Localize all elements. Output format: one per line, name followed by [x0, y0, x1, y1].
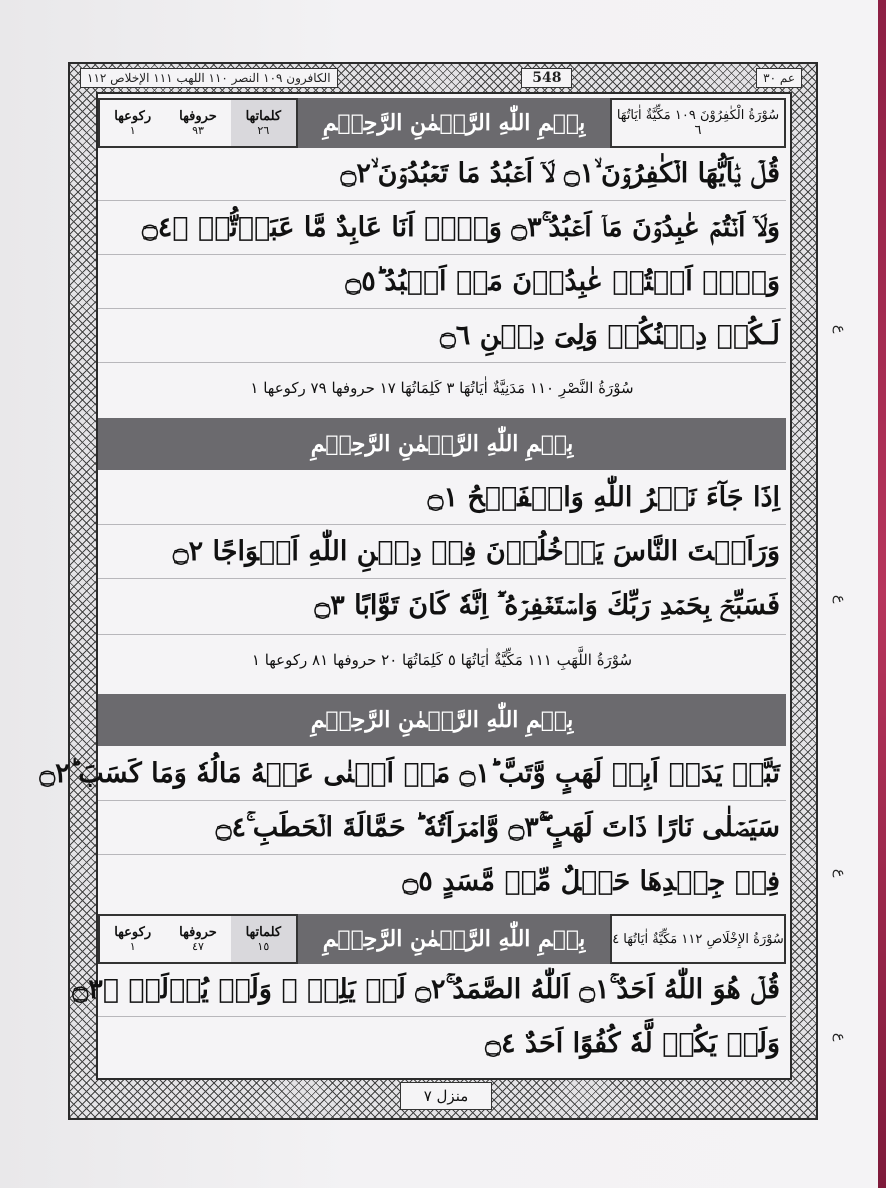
surah-name-box: سُوْرَةُ الْكٰفِرُوْنَ ١٠٩ مَكِّيَّةٌ اٰيَاتُهَا ٦	[610, 98, 786, 148]
verse-line: فِىۡ جِيۡدِهَا حَبۡلٌ مِّنۡ مَّسَدٍ ۝٥	[402, 866, 780, 897]
surah-header-kafirun	[98, 98, 786, 148]
rukus-stat: ركوعها ١	[114, 109, 152, 137]
bismillah-band: بِسۡمِ اللّٰهِ الرَّحۡمٰنِ الرَّحِيۡمِ	[298, 98, 610, 148]
rule-line	[98, 524, 786, 525]
rule-line	[98, 1016, 786, 1017]
page-number: 548	[521, 68, 572, 88]
bismillah-band: بِسۡمِ اللّٰهِ الرَّحۡمٰنِ الرَّحِيۡمِ	[98, 694, 786, 746]
ruku-mark: ع	[832, 1032, 848, 1042]
letters-stat: حروفها ٩٣	[179, 109, 217, 137]
surah-name-box: سُوْرَةُ الإِخْلَاصِ ١١٢ مَكِّيَّةٌ اٰيَاتُهَا ٤	[610, 914, 786, 964]
rule-line	[98, 362, 786, 363]
surah-meta-lahab: سُوْرَةُ اللَّهَبِ ١١١ مَكِّيَّةٌ اٰيَاتُهَا ٥ كَلِمَاتُهَا ٢٠ حروفها ٨١ ركوعها ١	[251, 651, 633, 669]
letters-stat: حروفها ٤٧	[179, 925, 217, 953]
surah-index: الكافرون ١٠٩ النصر ١١٠ اللهب ١١١ الإخلاص ١١٢	[80, 68, 338, 88]
words-stat: كلماتها ٢٦	[231, 100, 296, 146]
surah-meta-nasr: سُوْرَةُ النَّصْرِ ١١٠ مَدَنِيَّةٌ اٰيَاتُهَا ٣ كَلِمَاتُهَا ١٧ حروفها ٧٩ ركوعها ١	[250, 379, 634, 397]
verse-line: اِذَا جَآءَ نَصۡرُ اللّٰهِ وَالۡفَتۡحُ ۝١	[427, 482, 780, 513]
rule-line	[98, 854, 786, 855]
rule-line	[98, 254, 786, 255]
rule-line	[98, 200, 786, 201]
ruku-mark: ع	[832, 324, 848, 334]
rule-line	[98, 800, 786, 801]
verse-line: فَسَبِّحۡ بِحَمۡدِ رَبِّكَ وَاسۡتَغۡفِرۡهُ ؔؕ اِنَّهٗ كَانَ تَوَّابًا ۝٣	[314, 590, 780, 621]
verse-line: وَلَمۡ يَكُنۡ لَّهٗ كُفُوًا اَحَدٌ ۝٤	[485, 1028, 780, 1059]
book-edge	[878, 0, 886, 1188]
rukus-stat: ركوعها ١	[114, 925, 152, 953]
verse-line: وَرَاَيۡتَ النَّاسَ يَدۡخُلُوۡنَ فِىۡ دِيۡنِ اللّٰهِ اَفۡوَاجًا ۝٢	[172, 536, 780, 567]
rule-line	[98, 634, 786, 635]
ruku-mark: ع	[832, 594, 848, 604]
surah-stats	[98, 914, 298, 964]
ruku-mark: ع	[832, 868, 848, 878]
verse-line: قُلۡ هُوَ اللّٰهُ اَحَدٌ ۚ۝١ اَللّٰهُ الصَّمَدُ ۚ۝٢ لَمۡ يَلِدۡ ۙ وَلَمۡ يُوۡلَدۡ ۙ۝٣	[72, 974, 780, 1005]
verse-line: لَـكُمۡ دِيۡنُكُمۡ وَلِىَ دِيۡنِ ۝٦	[439, 320, 780, 351]
page-header	[80, 66, 802, 90]
verse-line: تَبَّتۡ يَدَاۤ اَبِىۡ لَهَبٍ وَّتَبَّ ؕ۝١ مَاۤ اَغۡنٰى عَنۡهُ مَالُهٗ وَمَا كَسَبَ ؕ۝٢	[39, 758, 780, 789]
manzil-label: منزل ٧	[400, 1082, 492, 1110]
rule-line	[98, 578, 786, 579]
juz-label: عم ۳۰	[756, 68, 802, 88]
surah-stats	[98, 98, 298, 148]
verse-line: وَلَاۤ اَنۡتُمۡ عٰبِدُوۡنَ مَاۤ اَعۡبُدُ ۚ۝٣ وَلَاۤ اَنَا عَابِدٌ مَّا عَبَدۡتُّمۡ ۙ۝٤	[141, 212, 780, 243]
surah-header-ikhlas	[98, 914, 786, 964]
bismillah-band: بِسۡمِ اللّٰهِ الرَّحۡمٰنِ الرَّحِيۡمِ	[98, 418, 786, 470]
bismillah-band: بِسۡمِ اللّٰهِ الرَّحۡمٰنِ الرَّحِيۡمِ	[298, 914, 610, 964]
verse-line: وَلَاۤ اَنۡتُمۡ عٰبِدُوۡنَ مَاۤ اَعۡبُدُ ؕ۝٥	[345, 266, 780, 297]
verse-line: سَيَصۡلٰى نَارًا ذَاتَ لَهَبٍ ۖۚ۝٣ وَّامۡرَاَتُهٗ ؕ حَمَّالَةَ الۡحَطَبِ ۚ۝٤	[215, 812, 780, 843]
rule-line	[98, 308, 786, 309]
words-stat: كلماتها ١٥	[231, 916, 296, 962]
verse-line: قُلۡ يٰۤاَيُّهَا الۡكٰفِرُوۡنَ ۙ۝١ لَاۤ اَعۡبُدُ مَا تَعۡبُدُوۡنَ ۙ۝٢	[340, 158, 780, 189]
